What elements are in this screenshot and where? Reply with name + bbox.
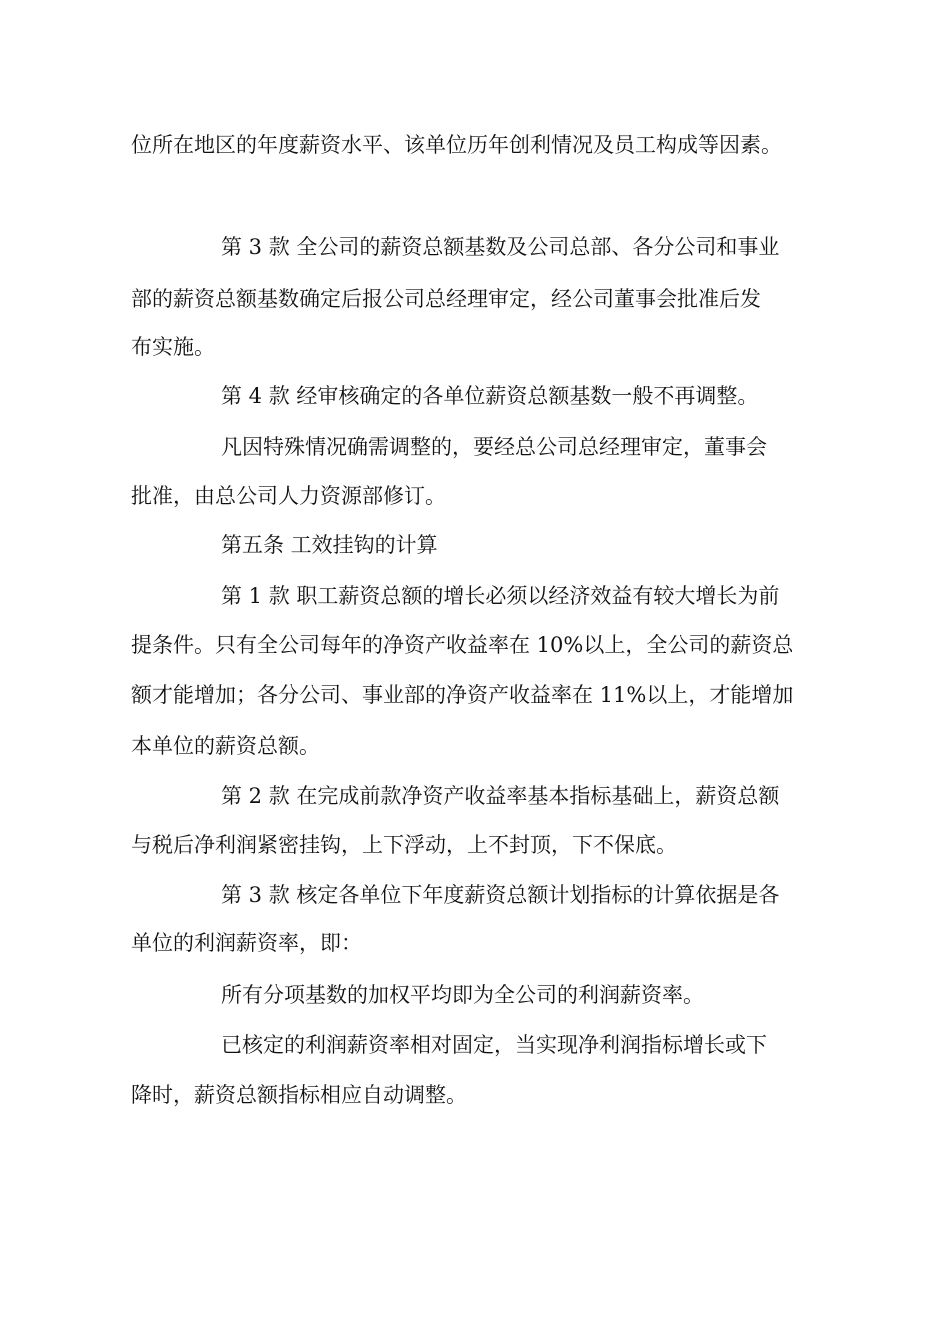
clause-2-line-1: 第 2 款 在完成前款净资产收益率基本指标基础上，薪资总额 xyxy=(221,784,780,808)
article-5-heading: 第五条 工效挂钩的计算 xyxy=(221,533,438,557)
fixed-rate-line-1: 已核定的利润薪资率相对固定，当实现净利润指标增长或下 xyxy=(221,1033,767,1057)
clause-1-line-1: 第 1 款 职工薪资总额的增长必须以经济效益有较大增长为前 xyxy=(221,584,780,608)
clause-3-line-2: 部的薪资总额基数确定后报公司总经理审定，经公司董事会批准后发 xyxy=(131,287,761,311)
clause-1-line-4: 本单位的薪资总额。 xyxy=(131,734,320,758)
special-case-line-2: 批准，由总公司人力资源部修订。 xyxy=(131,484,446,508)
clause-3b-line-2: 单位的利润薪资率，即： xyxy=(131,931,362,955)
clause-3b-line-1: 第 3 款 核定各单位下年度薪资总额计划指标的计算依据是各 xyxy=(221,883,780,907)
clause-2-line-2: 与税后净利润紧密挂钩，上下浮动，上不封顶，下不保底。 xyxy=(131,833,677,857)
weighted-average-line: 所有分项基数的加权平均即为全公司的利润薪资率。 xyxy=(221,983,704,1007)
clause-3-line-3: 布实施。 xyxy=(131,335,215,359)
clause-4-line-1: 第 4 款 经审核确定的各单位薪资总额基数一般不再调整。 xyxy=(221,384,759,408)
text-line-1: 位所在地区的年度薪资水平、该单位历年创利情况及员工构成等因素。 xyxy=(131,133,782,157)
special-case-line-1: 凡因特殊情况确需调整的，要经总公司总经理审定，董事会 xyxy=(221,435,767,459)
clause-1-line-3: 额才能增加；各分公司、事业部的净资产收益率在 11%以上，才能增加 xyxy=(131,683,794,707)
clause-3-line-1: 第 3 款 全公司的薪资总额基数及公司总部、各分公司和事业 xyxy=(221,235,780,259)
clause-1-line-2: 提条件。只有全公司每年的净资产收益率在 10%以上，全公司的薪资总 xyxy=(131,633,794,657)
fixed-rate-line-2: 降时，薪资总额指标相应自动调整。 xyxy=(131,1083,467,1107)
